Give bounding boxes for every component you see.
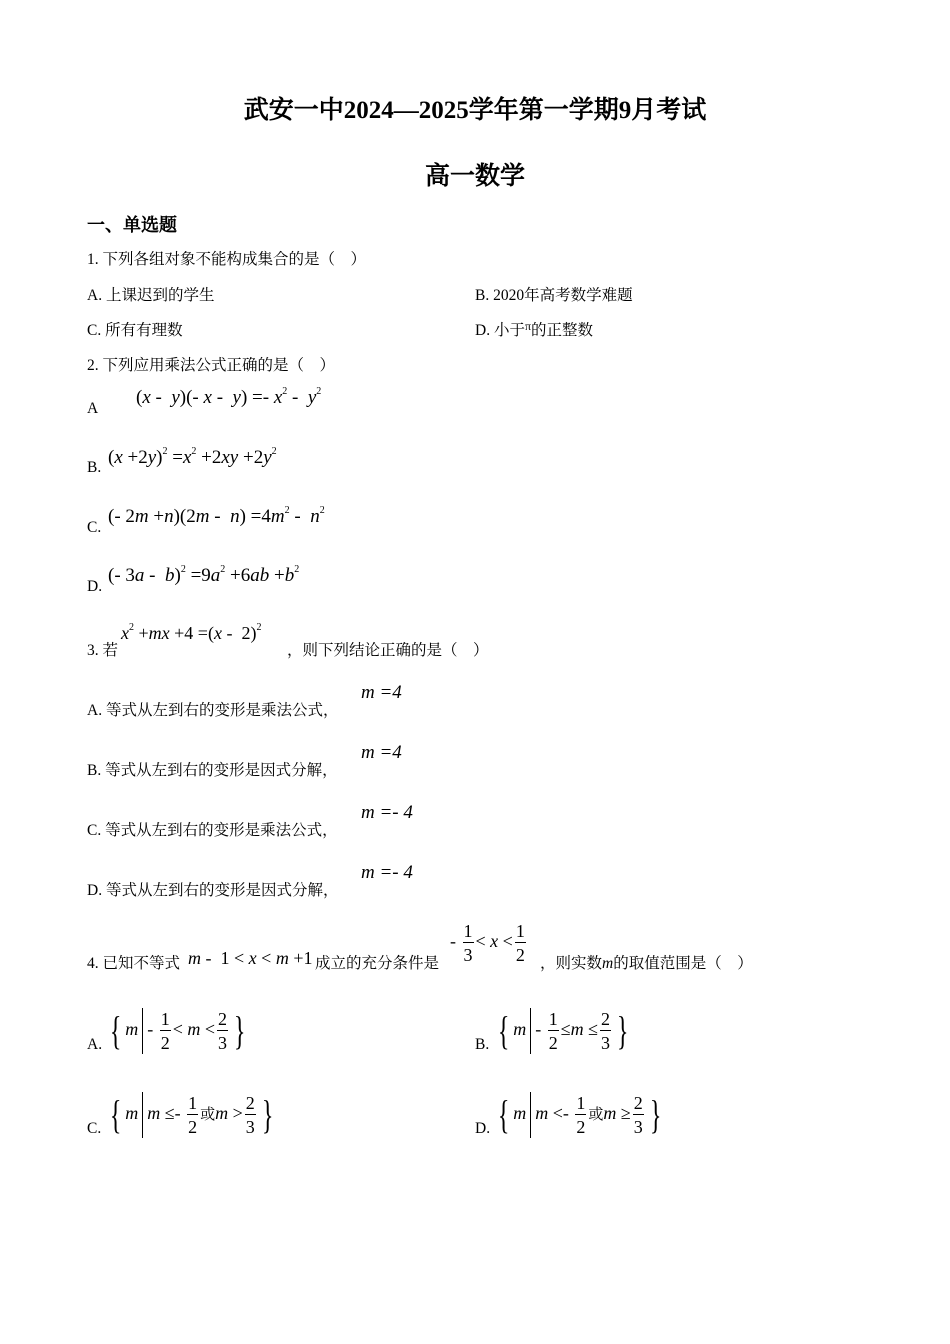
q3-option-c-formula [361,802,413,824]
q4-condition: - $\frac{1}{3}$ < x < $\frac{1}{2}$ [450,921,525,965]
q3-option-a-value: m =4 [361,682,402,703]
q4-stem-var: m [602,955,614,972]
q4-inequality: m - 1 < x < m +1 [188,948,313,968]
q1-option-b: B. 2020年高考数学难题 [475,287,633,304]
q2-option-c-formula: (- $2m +n)(2m - n) =4m^2 - n^2$ [108,505,325,527]
q4-option-d-label: D. [475,1120,491,1137]
q4-option-c-or: 或 [200,1107,216,1124]
q3-stem-formula: $x^2 +mx +4 =(x - 2)^2$ [121,622,262,643]
q2-option-d-label: D. [87,578,103,595]
q3-stem-pre: 3. 若 [87,642,119,659]
q4-option-b-label: B. [475,1036,490,1053]
q3-option-b: B. 等式从左到右的变形是因式分解， [87,762,338,779]
q3-option-c: C. 等式从左到右的变形是乘法公式， [87,822,338,839]
q3-option-c-value: m =- 4 [361,802,413,823]
q3-option-d-formula [361,862,413,884]
q1-option-d-pre: D. 小于 [475,322,525,339]
q3-option-a: A. 等式从左到右的变形是乘法公式， [87,702,339,719]
q4-stem-post [540,951,753,973]
q4-option-a-label: A. [87,1036,103,1053]
q3-option-d: D. 等式从左到右的变形是因式分解， [87,882,339,899]
q4-stem-mid: 成立的充分条件是 [315,955,440,972]
q2-option-c-label: C. [87,519,102,536]
q4-option-c-label: C. [87,1120,102,1137]
section-heading: 一、单选题 [87,215,177,235]
q4-option-a-formula: { m - $\frac{1}{2}$ < m < $\frac{2}{3}$ } [109,1008,246,1053]
q4-option-c-formula: { m m ≤- $\frac{1}{2}$ 或m > $\frac{2}{3}$ } [109,1092,274,1137]
q4-option-d-formula: { m m <- $\frac{1}{2}$ 或m ≥ $\frac{2}{3}$ } [497,1092,662,1137]
subject-title: 高一数学 [424,163,525,190]
exam-title: 武安一中2024—2025学年第一学期9月考试 [243,97,707,124]
pi-symbol: π [524,319,532,333]
q1-option-d-post: 的正整数 [531,322,594,339]
q2-option-b-formula: $(x +2y)^2 =x^2 +2xy +2y^2$ [108,446,277,468]
q2-option-a-formula: (x - y)(- $x - y) =- x^2 - y^2$ [136,386,322,408]
q3-stem-post: ，则下列结论正确的是（ ） [287,642,489,659]
q4-option-b-formula: { m - $\frac{1}{2}$ ≤m ≤ $\frac{2}{3}$ } [497,1008,629,1053]
q4-stem-pre: 4. 已知不等式 [87,955,181,972]
q1-stem: 1. 下列各组对象不能构成集合的是（ ） [87,251,367,268]
q3-option-a-formula [361,682,402,704]
q4-stem-end: 的取值范围是（ ） [613,955,753,972]
q1-option-a: A. 上课迟到的学生 [87,287,215,304]
q1-option-d [475,318,593,340]
q4-stem-post-text: ，则实数 [540,955,603,972]
q2-option-a-label: A [87,400,99,417]
q1-option-c: C. 所有有理数 [87,322,183,339]
q4-option-d-or: 或 [588,1107,604,1124]
q3-option-b-value: m =4 [361,742,402,763]
q2-stem: 2. 下列应用乘法公式正确的是（ ） [87,357,336,374]
q2-option-d-formula: (- $3a - b)^2 =9a^2 +6ab +b^2$ [108,564,300,586]
q2-option-b-label: B. [87,459,102,476]
q3-option-b-formula [361,742,402,764]
q3-option-d-value: m =- 4 [361,862,413,883]
